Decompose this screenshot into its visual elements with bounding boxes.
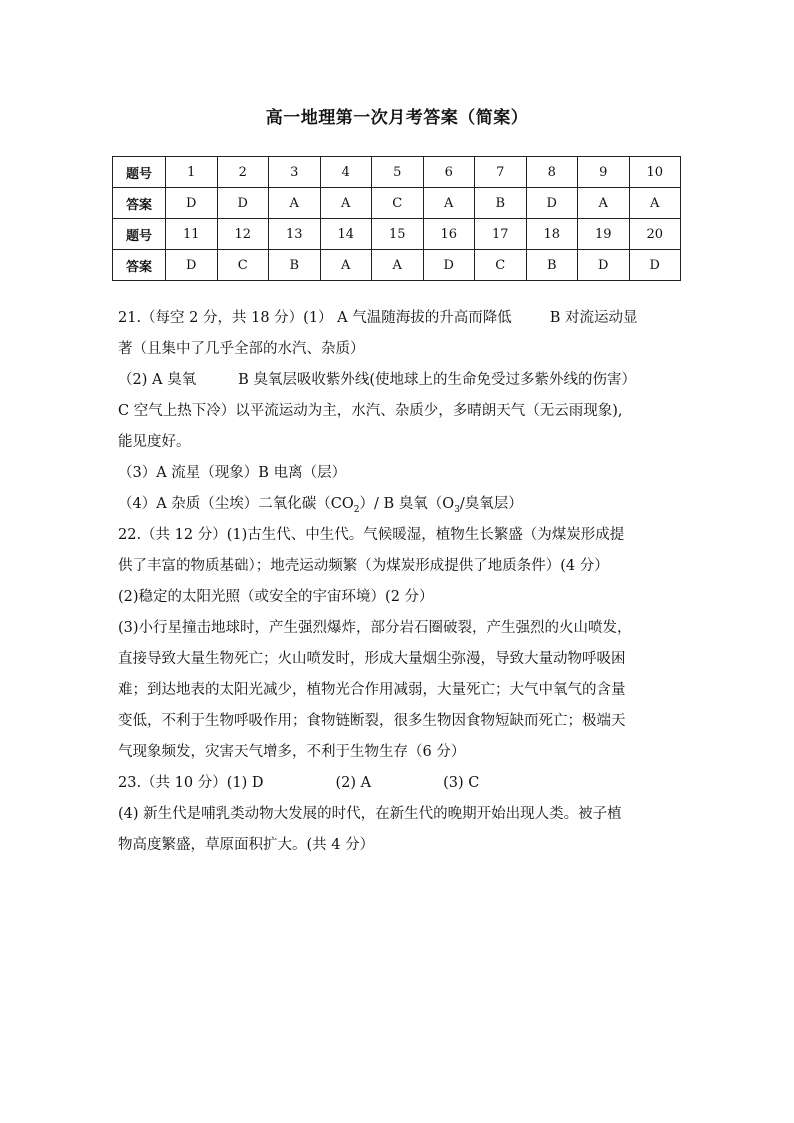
- table-cell: D: [423, 250, 475, 281]
- table-cell: B: [526, 250, 578, 281]
- answer-table-row: [113, 250, 681, 281]
- q21-line: 能见度好。: [118, 434, 191, 450]
- q21-part2-b: B 臭氧层吸收紫外线(使地球上的生命免受过多紫外线的伤害）: [238, 372, 636, 388]
- table-cell: D: [578, 250, 630, 281]
- q21-line: 著（且集中了几乎全部的水汽、杂质）: [118, 341, 365, 357]
- table-cell: 16: [423, 219, 475, 250]
- q21-part2-a: （2) A 臭氧: [118, 372, 197, 388]
- q21-line: [118, 303, 688, 334]
- q23-line: 物高度繁盛，草原面积扩大。(共 4 分）: [118, 837, 375, 853]
- table-cell: 14: [320, 219, 372, 250]
- table-cell: D: [166, 250, 218, 281]
- q21-line: C 空气上热下冷）以平流运动为主，水汽、杂质少，多晴朗天气（无云雨现象),: [118, 403, 623, 419]
- answer-text: [118, 303, 688, 861]
- answer-table-row: [113, 157, 681, 188]
- table-cell: 11: [166, 219, 218, 250]
- q21-part1-a: 21.（每空 2 分，共 18 分）(1） A 气温随海拔的升高而降低: [118, 310, 512, 326]
- table-cell: 12: [217, 219, 269, 250]
- table-cell: 8: [526, 157, 578, 188]
- row-header: 题号: [113, 219, 166, 250]
- row-header: 题号: [113, 157, 166, 188]
- q22-line: 供了丰富的物质基础）；地壳运动频繁（为煤炭形成提供了地质条件）(4 分）: [118, 558, 609, 574]
- table-cell: 19: [578, 219, 630, 250]
- q22-line: (2)稳定的太阳光照（或安全的宇宙环境）(2 分）: [118, 589, 434, 605]
- table-cell: 18: [526, 219, 578, 250]
- o3-subscript: 3: [454, 504, 460, 515]
- table-cell: 17: [475, 219, 527, 250]
- table-cell: D: [526, 188, 578, 219]
- table-cell: 4: [320, 157, 372, 188]
- table-cell: 13: [269, 219, 321, 250]
- table-cell: 5: [372, 157, 424, 188]
- q22-line: 22.（共 12 分）(1)古生代、中生代。气候暖湿，植物生长繁盛（为煤炭形成提: [118, 527, 625, 543]
- q23-line: (4) 新生代是哺乳类动物大发展的时代，在新生代的晚期开始出现人类。被子植: [118, 806, 622, 822]
- table-cell: D: [217, 188, 269, 219]
- table-cell: A: [320, 188, 372, 219]
- table-cell: B: [269, 250, 321, 281]
- table-cell: 7: [475, 157, 527, 188]
- table-cell: A: [423, 188, 475, 219]
- table-cell: 6: [423, 157, 475, 188]
- question-23: [118, 768, 688, 861]
- table-cell: A: [629, 188, 681, 219]
- q23-part3: (3) C: [443, 775, 480, 791]
- table-cell: A: [320, 250, 372, 281]
- row-header: 答案: [113, 188, 166, 219]
- question-21: [118, 303, 688, 520]
- q22-line: 难；到达地表的太阳光减少，植物光合作用减弱，大量死亡；大气中氧气的含量: [118, 682, 626, 698]
- table-cell: C: [372, 188, 424, 219]
- table-cell: 15: [372, 219, 424, 250]
- row-header: 答案: [113, 250, 166, 281]
- table-cell: A: [269, 188, 321, 219]
- table-cell: B: [475, 188, 527, 219]
- table-cell: A: [372, 250, 424, 281]
- table-cell: C: [217, 250, 269, 281]
- q22-line: (3)小行星撞击地球时，产生强烈爆炸，部分岩石圈破裂，产生强烈的火山喷发，: [118, 620, 632, 636]
- table-cell: 10: [629, 157, 681, 188]
- q21-line: [118, 489, 688, 520]
- table-cell: 2: [217, 157, 269, 188]
- q23-line: [118, 768, 688, 799]
- answer-table-row: [113, 219, 681, 250]
- answer-table-row: [113, 188, 681, 219]
- table-cell: 1: [166, 157, 218, 188]
- q21-line: （3）A 流星（现象）B 电离（层）: [118, 465, 347, 481]
- q21-line: [118, 365, 688, 396]
- q21-part4-a: （4）A 杂质（尘埃）二氧化碳（CO: [118, 496, 354, 512]
- q23-part1: 23.（共 10 分）(1) D: [118, 775, 264, 791]
- table-cell: A: [578, 188, 630, 219]
- page-title: 高一地理第一次月考答案（简案）: [265, 108, 529, 128]
- question-22: [118, 520, 688, 768]
- q22-line: 直接导致大量生物死亡；火山喷发时，形成大量烟尘弥漫，导致大量动物呼吸困: [118, 651, 626, 667]
- table-cell: D: [629, 250, 681, 281]
- answer-table: [112, 156, 681, 281]
- table-cell: 20: [629, 219, 681, 250]
- q23-part2: (2) A: [335, 775, 372, 791]
- co2-subscript: 2: [353, 504, 360, 515]
- q21-part4-c: /臭氧层）: [459, 496, 523, 512]
- q22-line: 气现象频发，灾害天气增多，不利于生物生存（6 分）: [118, 744, 466, 760]
- table-cell: D: [166, 188, 218, 219]
- q22-line: 变低，不利于生物呼吸作用；食物链断裂，很多生物因食物短缺而死亡；极端天: [118, 713, 626, 729]
- q21-part1-b: B 对流运动显: [549, 310, 638, 326]
- q21-part4-b: ）/ B 臭氧（O: [359, 496, 455, 512]
- table-cell: 9: [578, 157, 630, 188]
- table-cell: C: [475, 250, 527, 281]
- table-cell: 3: [269, 157, 321, 188]
